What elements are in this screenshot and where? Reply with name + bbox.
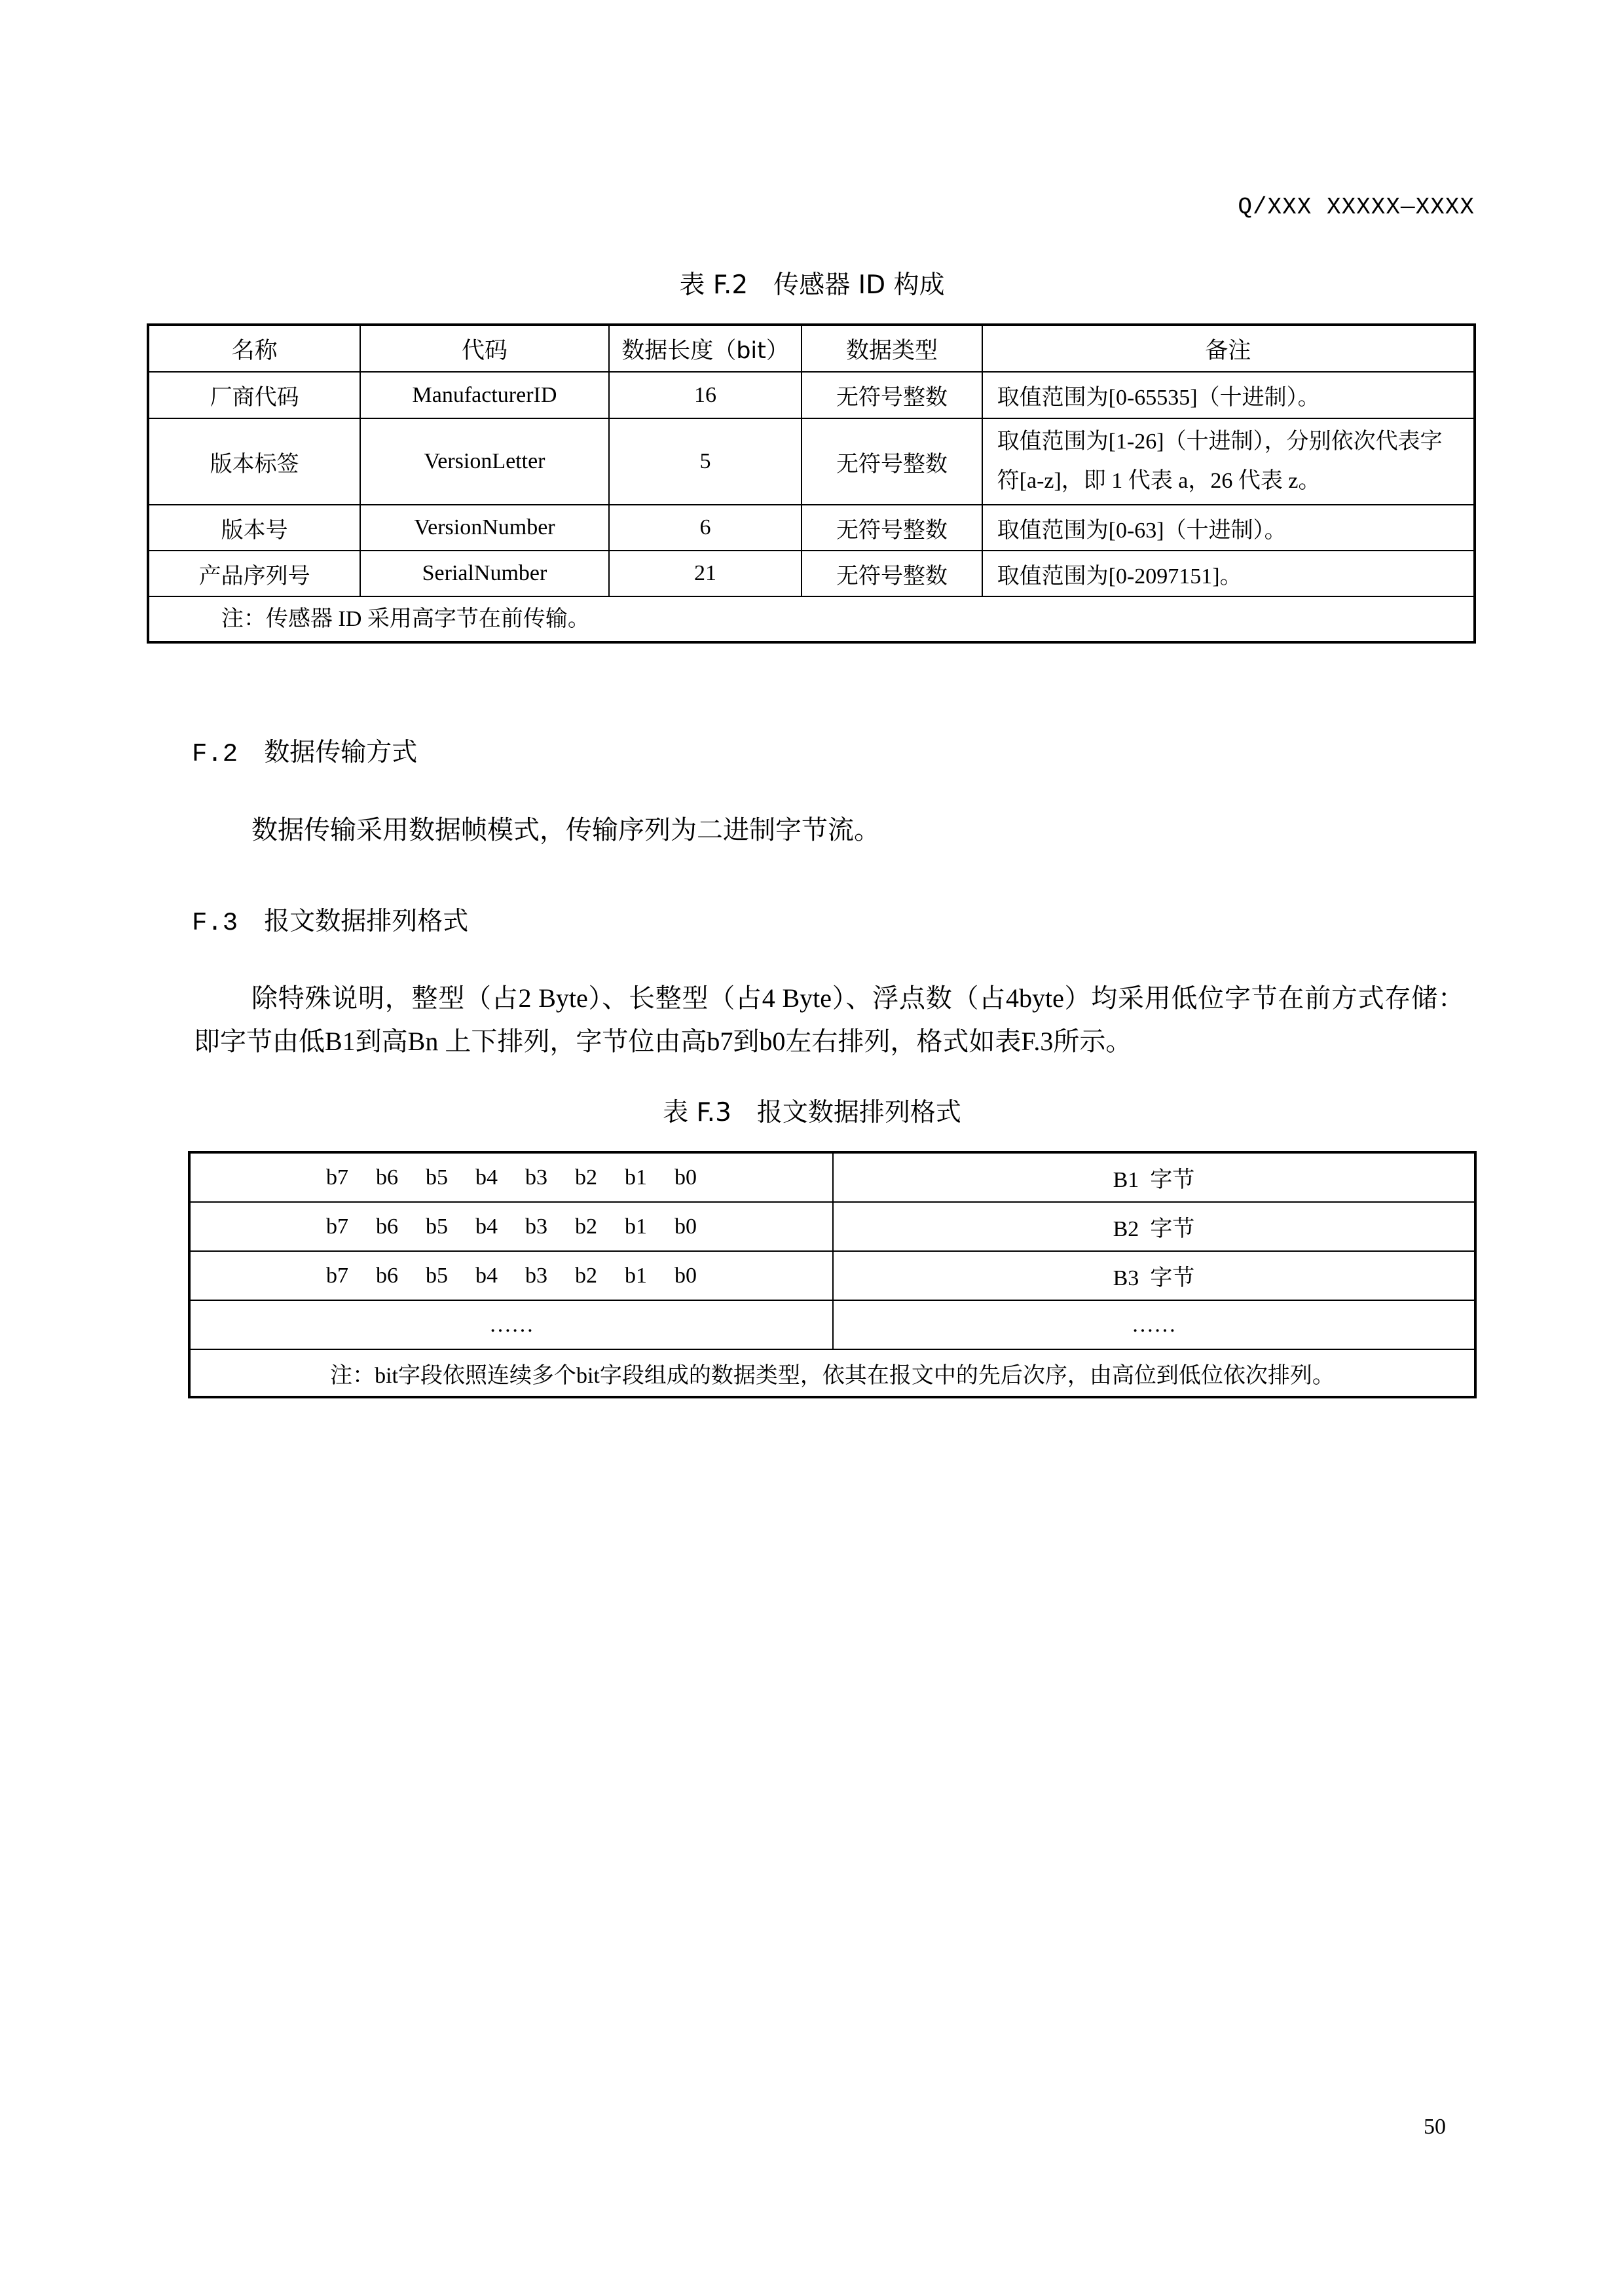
bit-order-cell: [189, 1202, 833, 1251]
cell-length: 16: [609, 372, 802, 418]
table-f3-caption: 表 F.3 报文数据排列格式: [663, 1098, 961, 1127]
bit-order-cell: [189, 1251, 833, 1300]
cell-type: 无符号整数: [802, 372, 982, 418]
cell-remark: 取值范围为[1-26]（十进制），分别依次代表字符[a-z]，即 1 代表 a，26 代表 z。: [982, 418, 1475, 505]
bit-label: b4: [475, 1165, 498, 1190]
bit-label: b0: [674, 1165, 697, 1190]
cell-name: 版本号: [148, 505, 360, 551]
cell-code: ManufacturerID: [360, 372, 609, 418]
cell-type: 无符号整数: [802, 418, 982, 505]
table-row: [148, 372, 1475, 418]
bit-label: b5: [425, 1214, 448, 1239]
bit-label: b0: [674, 1214, 697, 1239]
bit-label: b4: [475, 1214, 498, 1239]
byte-label-cell: B3 字节: [833, 1251, 1475, 1300]
page-number: 50: [1424, 2115, 1446, 2139]
section-number: F.2: [192, 740, 238, 769]
column-header: 数据类型: [802, 325, 982, 372]
bit-label: b3: [525, 1165, 547, 1190]
table-row: [189, 1202, 1475, 1251]
bit-label: b7: [325, 1214, 348, 1239]
bit-label: b3: [525, 1214, 547, 1239]
section-f3-heading: [192, 901, 468, 938]
bit-label: b5: [425, 1263, 448, 1288]
cell-length: 5: [609, 418, 802, 505]
cell-length: 21: [609, 551, 802, 596]
cell-name: 产品序列号: [148, 551, 360, 596]
bit-label: b1: [624, 1263, 647, 1288]
cell-remark: 取值范围为[0-2097151]。: [982, 551, 1475, 596]
column-header: 数据长度（bit）: [609, 325, 802, 372]
section-f2-heading: [192, 732, 417, 769]
cell-type: 无符号整数: [802, 505, 982, 551]
bit-label: b6: [375, 1263, 398, 1288]
table-note-row: [189, 1349, 1475, 1397]
table-f2-header-row: [148, 325, 1475, 372]
bit-label: b2: [574, 1165, 597, 1190]
bit-label: b0: [674, 1263, 697, 1288]
byte-label-cell: B1 字节: [833, 1152, 1475, 1202]
bit-label: b6: [375, 1165, 398, 1190]
bit-label: b7: [325, 1263, 348, 1288]
bit-order-cell: [189, 1152, 833, 1202]
cell-length: 6: [609, 505, 802, 551]
column-header: 代码: [360, 325, 609, 372]
table-f3: [188, 1151, 1477, 1398]
column-header: 备注: [982, 325, 1475, 372]
table-row: [148, 505, 1475, 551]
byte-label-cell: B2 字节: [833, 1202, 1475, 1251]
table-f2-caption: 表 F.2 传感器 ID 构成: [679, 270, 945, 300]
document-id: Q/XXX XXXXX—XXXX: [1238, 194, 1475, 221]
bit-label: b6: [375, 1214, 398, 1239]
section-f2-paragraph: 数据传输采用数据帧模式，传输序列为二进制字节流。: [251, 815, 880, 845]
column-header: 名称: [148, 325, 360, 372]
section-f3-paragraph: 除特殊说明，整型（占2 Byte）、长整型（占4 Byte）、浮点数（占4byte）均采用低位字节在前方式存储：即字节由低B1到高Bn 上下排列，字节位由高b7到b0左右排列，格式如表F.3所示。: [194, 983, 1464, 1056]
section-title: 数据传输方式: [264, 738, 418, 767]
table-f2: [147, 323, 1476, 644]
bit-label: b2: [574, 1214, 597, 1239]
bit-label: b3: [525, 1263, 547, 1288]
table-note-row: [148, 596, 1475, 642]
bit-label: b7: [325, 1165, 348, 1190]
cell-type: 无符号整数: [802, 551, 982, 596]
cell-remark: 取值范围为[0-63]（十进制）。: [982, 505, 1475, 551]
bit-label: b5: [425, 1165, 448, 1190]
cell-code: VersionNumber: [360, 505, 609, 551]
cell-name: 版本标签: [148, 418, 360, 505]
table-f2-note: 注：传感器 ID 采用高字节在前传输。: [148, 596, 1475, 642]
table-row: [189, 1251, 1475, 1300]
table-row: [148, 551, 1475, 596]
section-number: F.3: [192, 909, 238, 938]
cell-code: SerialNumber: [360, 551, 609, 596]
bit-label: b2: [574, 1263, 597, 1288]
bit-label: b1: [624, 1214, 647, 1239]
table-row: [189, 1300, 1475, 1349]
table-row: [148, 418, 1475, 505]
ellipsis-cell: ……: [833, 1300, 1475, 1349]
section-title: 报文数据排列格式: [264, 907, 469, 936]
ellipsis-cell: ……: [189, 1300, 833, 1349]
cell-remark: 取值范围为[0-65535]（十进制）。: [982, 372, 1475, 418]
table-f3-note: 注：bit字段依照连续多个bit字段组成的数据类型，依其在报文中的先后次序，由高位到低位依次排列。: [189, 1349, 1475, 1397]
bit-label: b4: [475, 1263, 498, 1288]
cell-name: 厂商代码: [148, 372, 360, 418]
bit-label: b1: [624, 1165, 647, 1190]
table-row: [189, 1152, 1475, 1202]
cell-code: VersionLetter: [360, 418, 609, 505]
